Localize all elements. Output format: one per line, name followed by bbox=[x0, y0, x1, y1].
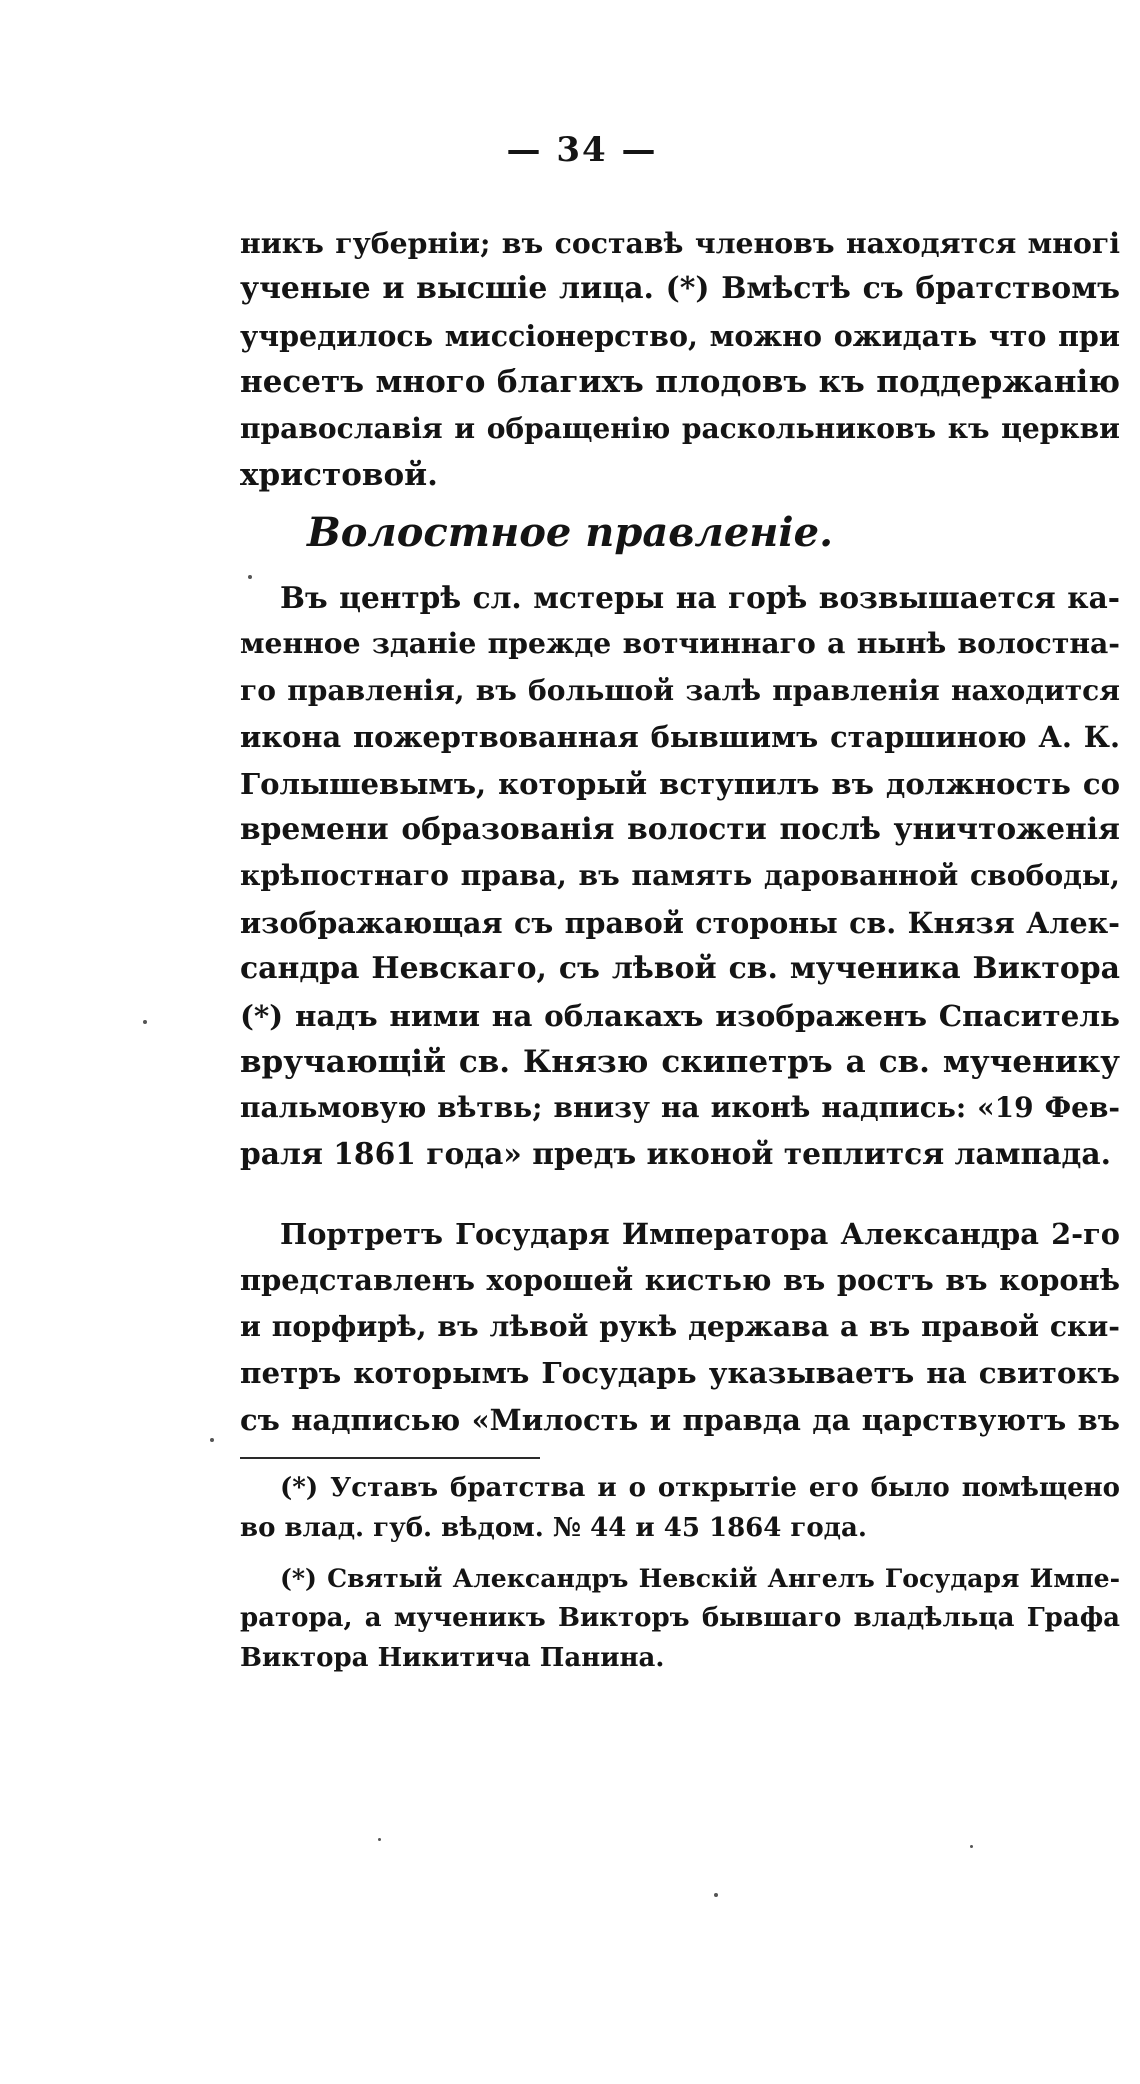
footnote-line: (*) Святый Александръ Невскій Ангелъ Государя Импе- bbox=[280, 1563, 1120, 1593]
footnote-line: во влад. губ. вѣдом. № 44 и 45 1864 года. bbox=[240, 1513, 867, 1543]
text-line: крѣпостнаго права, въ память дарованной свободы, bbox=[240, 859, 1120, 893]
scan-speck bbox=[714, 1893, 718, 1897]
text-line: никъ губерніи; въ составѣ членовъ находятся многі bbox=[240, 226, 1120, 260]
scan-speck bbox=[143, 1020, 147, 1024]
text-line: (*) надъ ними на облакахъ изображенъ Спаситель bbox=[240, 997, 1120, 1033]
text-line: Голышевымъ, который вступилъ въ должность со bbox=[240, 766, 1120, 801]
footnote-line: (*) Уставъ братства и о открытіе его было помѣщено bbox=[280, 1473, 1120, 1503]
text-line: представленъ хорошей кистью въ ростъ въ коронѣ bbox=[240, 1263, 1120, 1298]
text-line: раля 1861 года» предъ иконой теплится лампада. bbox=[240, 1136, 1111, 1172]
paragraph-2 bbox=[240, 575, 1120, 1178]
text-line: и порфирѣ, въ лѣвой рукѣ держава а въ правой ски- bbox=[240, 1309, 1120, 1343]
text-line: времени образованія волости послѣ уничтоженія bbox=[240, 811, 1120, 847]
paragraph-3 bbox=[240, 1211, 1120, 1443]
text-line: Въ центрѣ сл. мстеры на горѣ возвышается ка- bbox=[280, 580, 1120, 615]
section-heading: Волостное правленіе. bbox=[306, 509, 834, 556]
scan-speck bbox=[970, 1845, 973, 1848]
text-line: менное зданіе прежде вотчиннаго а нынѣ волостна- bbox=[240, 627, 1120, 661]
scan-speck bbox=[248, 575, 252, 579]
footnote-line: ратора, а мученикъ Викторъ бывшаго владѣльца Графа bbox=[240, 1603, 1120, 1633]
text-line: икона пожертвованная бывшимъ старшиною А. К. bbox=[240, 720, 1120, 755]
text-line: несетъ много благихъ плодовъ къ поддержанію bbox=[240, 364, 1120, 401]
paragraph-1 bbox=[240, 220, 1120, 498]
text-line: го правленія, въ большой залѣ правленія находится bbox=[240, 673, 1120, 707]
text-line: Портретъ Государя Императора Александра 2-го bbox=[280, 1217, 1120, 1251]
text-line: ученые и высшіе лица. (*) Вмѣстѣ съ братствомъ bbox=[240, 271, 1120, 307]
page-number: — 34 — bbox=[506, 130, 658, 170]
text-line: пальмовую вѣтвь; внизу на иконѣ надпись: «19 Фев- bbox=[240, 1091, 1120, 1125]
text-line: сандра Невскаго, съ лѣвой св. мученика Виктора bbox=[240, 951, 1120, 987]
text-line: петръ которымъ Государь указываетъ на свитокъ bbox=[240, 1355, 1120, 1391]
footnote-1 bbox=[240, 1468, 1120, 1548]
footnote-2 bbox=[240, 1558, 1120, 1678]
text-line: вручающій св. Князю скипетръ а св. мученику bbox=[240, 1043, 1120, 1080]
footnote-divider bbox=[240, 1457, 540, 1459]
text-line: христовой. bbox=[240, 456, 438, 493]
scan-speck bbox=[210, 1438, 214, 1442]
footnote-line: Виктора Никитича Панина. bbox=[240, 1643, 665, 1673]
text-line: православія и обращенію раскольниковъ къ церкви bbox=[240, 411, 1120, 445]
text-line: съ надписью «Милость и правда да царствуютъ въ bbox=[240, 1402, 1120, 1437]
text-line: учредилось миссіонерство, можно ожидать что при bbox=[240, 318, 1120, 353]
text-line: изображающая съ правой стороны св. Князя Алек- bbox=[240, 905, 1120, 940]
scan-speck bbox=[378, 1838, 381, 1841]
footnotes bbox=[240, 1468, 1120, 1678]
